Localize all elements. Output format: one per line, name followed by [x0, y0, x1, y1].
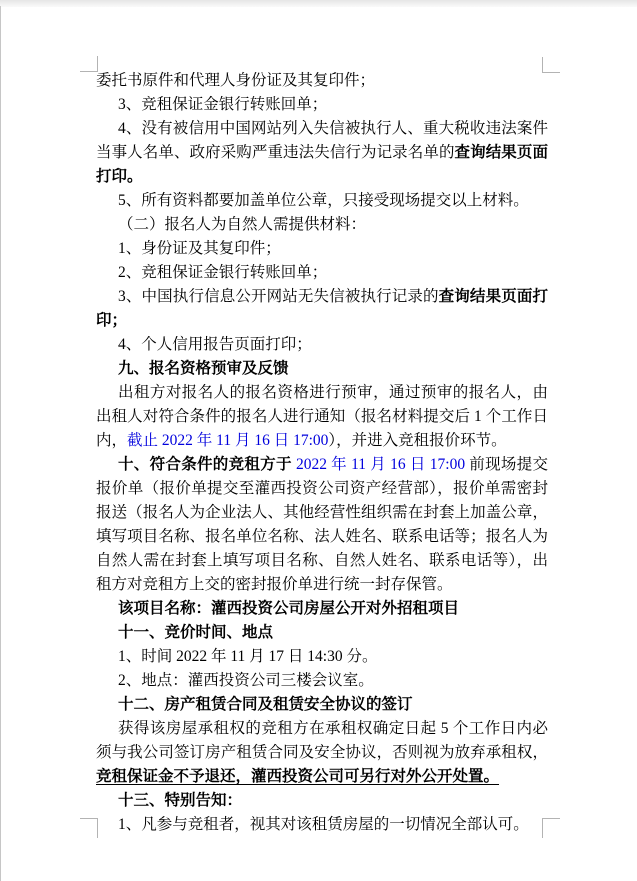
paragraph — [96, 69, 548, 93]
paragraph — [96, 621, 548, 645]
text-segment-normal: 前现场提交报价单（报价单提交至灌西投资公司资产经营部），报价单需密封报送（报名人为企业法人、其他经营性组织需在封套上加盖公章，填写项目名称、报名单位名称、法人姓名、联系电话等；报名人为自然人需在封套上填写项目名称、自然人姓名、联系电话等），出租方对竞租方上交的密封报价单进行统一封存保管。 — [96, 456, 548, 593]
text-segment-normal: （二）报名人为自然人需提供材料： — [118, 216, 367, 233]
text-segment-normal: 5、所有资料都要加盖单位公章，只接受现场提交以上材料。 — [118, 192, 529, 209]
text-segment-normal: 3、竞租保证金银行转账回单； — [118, 96, 328, 113]
text-segment-bold: 查询结果页面打印； — [96, 288, 548, 329]
text-segment-blue: 截止 2022 年 11 月 16 日 17:00 — [127, 432, 329, 449]
text-segment-bold: 十二、房产租赁合同及租赁安全协议的签订 — [118, 696, 413, 713]
text-segment-normal: 1、时间 2022 年 11 月 17 日 14:30 分。 — [118, 648, 378, 665]
paragraph — [96, 213, 548, 237]
text-segment-bold: 十三、特别告知： — [118, 792, 243, 809]
document-text — [96, 69, 548, 837]
text-segment-normal: 委托书原件和代理人身份证及其复印件； — [96, 72, 376, 89]
paragraph — [96, 333, 548, 357]
text-segment-bold: 查询结果页面打印。 — [96, 144, 548, 185]
text-segment-normal: 出租方对报名人的报名资格进行预审，通过预审的报名人，由出租人对符合条件的报名人进行通知（报名材料提交后 1 个工作日内， — [96, 384, 548, 449]
paragraph — [96, 693, 548, 717]
text-segment-bold: 九、报名资格预审及反馈 — [118, 360, 289, 377]
paragraph — [96, 717, 548, 789]
window-chrome-strip — [0, 0, 637, 7]
paragraph — [96, 357, 548, 381]
paragraph — [96, 453, 548, 597]
paragraph — [96, 669, 548, 693]
text-segment-bold: 十、符合条件的竞租方于 — [118, 456, 292, 473]
text-segment-normal: 1、凡参与竞租者，视其对该租赁房屋的一切情况全部认可。 — [118, 816, 529, 833]
text-segment-bold: 该项目名称：灌西投资公司房屋公开对外招租项目 — [118, 600, 460, 617]
paragraph — [96, 381, 548, 453]
text-segment-normal: 获得该房屋承租权的竞租方在承租权确定日起 5 个工作日内必须与我公司签订房产租赁合同及安全协议，否则视为放弃承租权， — [96, 720, 548, 761]
text-segment-bold: 十一、竞价时间、地点 — [118, 624, 274, 641]
paragraph — [96, 813, 548, 837]
paragraph — [96, 117, 548, 189]
page-left-edge — [0, 6, 1, 881]
text-segment-normal: ），并进入竞租报价环节。 — [328, 432, 507, 449]
paragraph — [96, 237, 548, 261]
paragraph — [96, 285, 548, 333]
paragraph — [96, 645, 548, 669]
text-segment-bold-underline: 竞租保证金不予退还，灌西投资公司可另行对外公开处置。 — [96, 768, 500, 785]
text-segment-blue: 2022 年 11 月 16 日 17:00 — [291, 456, 470, 473]
text-segment-normal: 3、中国执行信息公开网站无失信被执行记录的 — [118, 288, 439, 305]
text-segment-normal: 2、竞租保证金银行转账回单； — [118, 264, 328, 281]
text-segment-normal: 4、个人信用报告页面打印； — [118, 336, 312, 353]
text-segment-normal: 1、身份证及其复印件； — [118, 240, 281, 257]
paragraph — [96, 189, 548, 213]
paragraph — [96, 789, 548, 813]
paragraph — [96, 93, 548, 117]
text-segment-normal: 4、没有被信用中国网站列入失信被执行人、重大税收违法案件当事人名单、政府采购严重违法失信行为记录名单的 — [96, 120, 548, 161]
text-segment-normal: 2、地点：灌西投资公司三楼会议室。 — [118, 672, 374, 689]
paragraph — [96, 597, 548, 621]
paragraph — [96, 261, 548, 285]
